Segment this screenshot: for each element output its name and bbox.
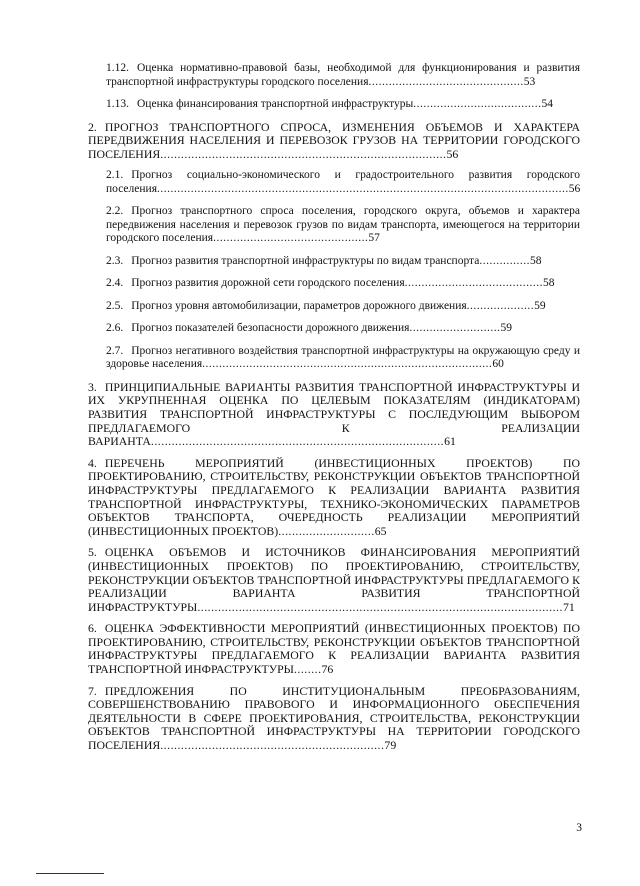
toc-entry-number: 7. <box>88 683 97 698</box>
toc-entry-number: 2.1. <box>106 169 124 182</box>
toc-entry[interactable] <box>88 322 580 336</box>
toc-page-number: 59 <box>500 322 513 335</box>
toc-page-number: 56 <box>568 182 581 195</box>
toc-entry-title: ОЦЕНКА ОБЪЕМОВ И ИСТОЧНИКОВ ФИНАНСИРОВАНИЯ МЕРОПРИЯТИЙ (ИНВЕСТИЦИОННЫХ ПРОЕКТОВ) ПО ПРОЕКТИРОВАНИЮ, СТРОИТЕЛЬСТВУ, РЕКОНСТРУКЦИИ ОБЪЕКТОВ ТРАНСПОРТНОЙ ИНФРАСТРУКТУРЫ ПРЕДЛАГАЕМОГО К РЕАЛИЗАЦИИ ВАРИАНТА РАЗВИТИЯ ТРАНСПОРТНОЙ ИНФРАСТРУКТУРЫ <box>88 545 580 614</box>
toc-entry[interactable] <box>88 169 580 196</box>
toc-entry[interactable] <box>88 205 580 246</box>
toc-leader-dots: ......................................... <box>404 277 543 290</box>
toc-entry-number: 2. <box>88 119 97 134</box>
toc-leader-dots: ................................................................. <box>160 738 385 753</box>
toc-entry-title: Прогноз транспортного спроса поселения, городского округа, объемов и характера передвижения населения и перевозок грузов по видам транспорта, имеющегося на территории городского поселения <box>106 205 580 245</box>
toc-leader-dots: ............... <box>479 254 530 267</box>
table-of-contents <box>88 62 580 761</box>
toc-entry-number: 2.5. <box>106 299 124 312</box>
toc-entry[interactable] <box>88 457 580 539</box>
toc-leader-dots: ...................................................................................... <box>202 358 493 371</box>
toc-entry-number: 1.13. <box>106 98 129 110</box>
toc-entry-number: 2.6. <box>106 322 124 335</box>
toc-page-number: 58 <box>529 254 542 267</box>
toc-leader-dots: .............................................. <box>213 232 369 245</box>
toc-entry-number: 1.12. <box>106 62 129 74</box>
toc-entry[interactable] <box>88 345 580 372</box>
toc-entry[interactable] <box>88 300 580 314</box>
toc-entry[interactable] <box>88 622 580 676</box>
toc-page-number: 76 <box>321 662 334 677</box>
toc-leader-dots: ................................................................................... <box>160 146 447 161</box>
toc-page-number: 61 <box>444 434 456 449</box>
toc-leader-dots: .......................................................................................................................... <box>156 182 569 195</box>
toc-entry-number: 5. <box>88 545 97 560</box>
toc-entry-number: 6. <box>88 621 97 636</box>
toc-leader-dots: ........................... <box>409 322 501 335</box>
toc-entry-number: 2.2. <box>106 205 124 218</box>
toc-page-number: 54 <box>541 98 554 110</box>
toc-leader-dots: ...................................... <box>413 98 542 110</box>
toc-entry-title: Прогноз развития дорожной сети городского поселения <box>131 277 405 290</box>
toc-entry-title: ПЕРЕЧЕНЬ МЕРОПРИЯТИЙ (ИНВЕСТИЦИОННЫХ ПРОЕКТОВ) ПО ПРОЕКТИРОВАНИЮ, СТРОИТЕЛЬСТВУ, РЕКОНСТРУКЦИИ ОБЪЕКТОВ ТРАНСПОРТНОЙ ИНФРАСТРУКТУРЫ ПРЕДЛАГАЕМОГО К РЕАЛИЗАЦИИ ВАРИАНТА РАЗВИТИЯ ТРАНСПОРТНОЙ ИНФРАСТРУКТУРЫ, ТЕХНИКО-ЭКОНОМИЧЕСКИХ ПАРАМЕТРОВ ОБЪЕКТОВ ТРАНСПОРТА, ОЧЕРЕДНОСТЬ РЕАЛИЗАЦИИ МЕРОПРИЯТИЙ (ИНВЕСТИЦИОННЫХ ПРОЕКТОВ) <box>88 455 580 538</box>
toc-entry-title: Прогноз социально-экономического и градостроительного развития городского поселения <box>106 169 580 195</box>
toc-entry-title: ОЦЕНКА ЭФФЕКТИВНОСТИ МЕРОПРИЯТИЙ (ИНВЕСТИЦИОННЫХ ПРОЕКТОВ) ПО ПРОЕКТИРОВАНИЮ, СТРОИТЕЛЬСТВУ, РЕКОНСТРУКЦИИ ОБЪЕКТОВ ТРАНСПОРТНОЙ ИНФРАСТРУКТУРЫ ПРЕДЛАГАЕМОГО К РЕАЛИЗАЦИИ ВАРИАНТА РАЗВИТИЯ ТРАНСПОРТНОЙ ИНФРАСТРУКТУРЫ <box>88 621 580 677</box>
toc-leader-dots: .......................................................................................................... <box>197 599 563 614</box>
toc-entry[interactable] <box>88 255 580 269</box>
toc-entry-number: 2.7. <box>106 344 124 357</box>
toc-entry-title: Оценка финансирования транспортной инфраструктуры <box>137 98 414 110</box>
toc-leader-dots: .............................................. <box>368 75 524 88</box>
toc-entry-title: ПРИНЦИПИАЛЬНЫЕ ВАРИАНТЫ РАЗВИТИЯ ТРАНСПОРТНОЙ ИНФРАСТРУКТУРЫ И ИХ УКРУПНЕННАЯ ОЦЕНКА ПО ЦЕЛЕВЫМ ПОКАЗАТЕЛЯМ (ИНДИКАТОРАМ) РАЗВИТИЯ ТРАНСПОРТНОЙ ИНФРАСТРУКТУРЫ С ПОСЛЕДУЮЩИМ ВЫБОРОМ ПРЕДЛАГАЕМОГО К РЕАЛИЗАЦИИ ВАРИАНТА <box>88 379 580 449</box>
toc-entry[interactable] <box>88 121 580 162</box>
toc-entry[interactable] <box>88 546 580 614</box>
toc-entry-title: Прогноз развития транспортной инфраструктуры по видам транспорта <box>131 254 480 267</box>
toc-entry-number: 4. <box>88 455 97 470</box>
toc-page-number: 65 <box>374 523 387 538</box>
toc-page-number: 79 <box>384 738 397 753</box>
toc-page-number: 60 <box>492 358 504 371</box>
toc-page-number: 59 <box>534 299 546 312</box>
toc-leader-dots: ............................ <box>278 523 375 538</box>
toc-leader-dots: ........ <box>293 662 322 677</box>
toc-entry-title: Оценка нормативно-правовой базы, необходимой для функционирования и развития транспортной инфраструктуры городского поселения <box>106 62 580 88</box>
toc-entry-number: 2.3. <box>106 254 124 267</box>
toc-entry-title: ПРЕДЛОЖЕНИЯ ПО ИНСТИТУЦИОНАЛЬНЫМ ПРЕОБРАЗОВАНИЯМ, СОВЕРШЕНСТВОВАНИЮ ПРАВОВОГО И ИНФОРМАЦИОННОГО ОБЕСПЕЧЕНИЯ ДЕЯТЕЛЬНОСТИ В СФЕРЕ ПРОЕКТИРОВАНИЯ, СТРОИТЕЛЬСТВА, РЕКОНСТРУКЦИИ ОБЪЕКТОВ ТРАНСПОРТНОЙ ИНФРАСТРУКТУРЫ НА ТЕРРИТОРИИ ГОРОДСКОГО ПОСЕЛЕНИЯ <box>88 683 580 753</box>
toc-entry-number: 2.4. <box>106 277 124 290</box>
toc-entry[interactable] <box>88 381 580 449</box>
toc-entry[interactable] <box>88 98 580 112</box>
toc-entry-title: ПРОГНОЗ ТРАНСПОРТНОГО СПРОСА, ИЗМЕНЕНИЯ ОБЪЕМОВ И ХАРАКТЕРА ПЕРЕДВИЖЕНИЯ НАСЕЛЕНИЯ И ПЕРЕВОЗОК ГРУЗОВ НА ТЕРРИТОРИИ ГОРОДСКОГО ПОСЕЛЕНИЯ <box>88 119 580 161</box>
toc-page-number: 71 <box>562 599 575 614</box>
toc-entry-number: 3. <box>88 379 97 394</box>
toc-entry[interactable] <box>88 277 580 291</box>
toc-entry-title: Прогноз показателей безопасности дорожного движения <box>131 322 410 335</box>
toc-entry[interactable] <box>88 685 580 753</box>
toc-page-number: 58 <box>543 277 555 290</box>
toc-entry-title: Прогноз негативного воздействия транспортной инфраструктуры на окружающую среду и здоровье населения <box>106 344 580 371</box>
toc-leader-dots: ..................................................................................... <box>150 434 445 449</box>
toc-page-number: 53 <box>523 75 536 88</box>
toc-entry-title: Прогноз уровня автомобилизации, параметров дорожного движения <box>131 299 467 312</box>
footnote-rule <box>36 873 104 874</box>
page-number: 3 <box>576 822 582 834</box>
toc-page-number: 56 <box>446 146 459 161</box>
toc-leader-dots: .................... <box>466 299 535 312</box>
toc-page-number: 57 <box>368 232 380 245</box>
toc-entry[interactable] <box>88 62 580 89</box>
